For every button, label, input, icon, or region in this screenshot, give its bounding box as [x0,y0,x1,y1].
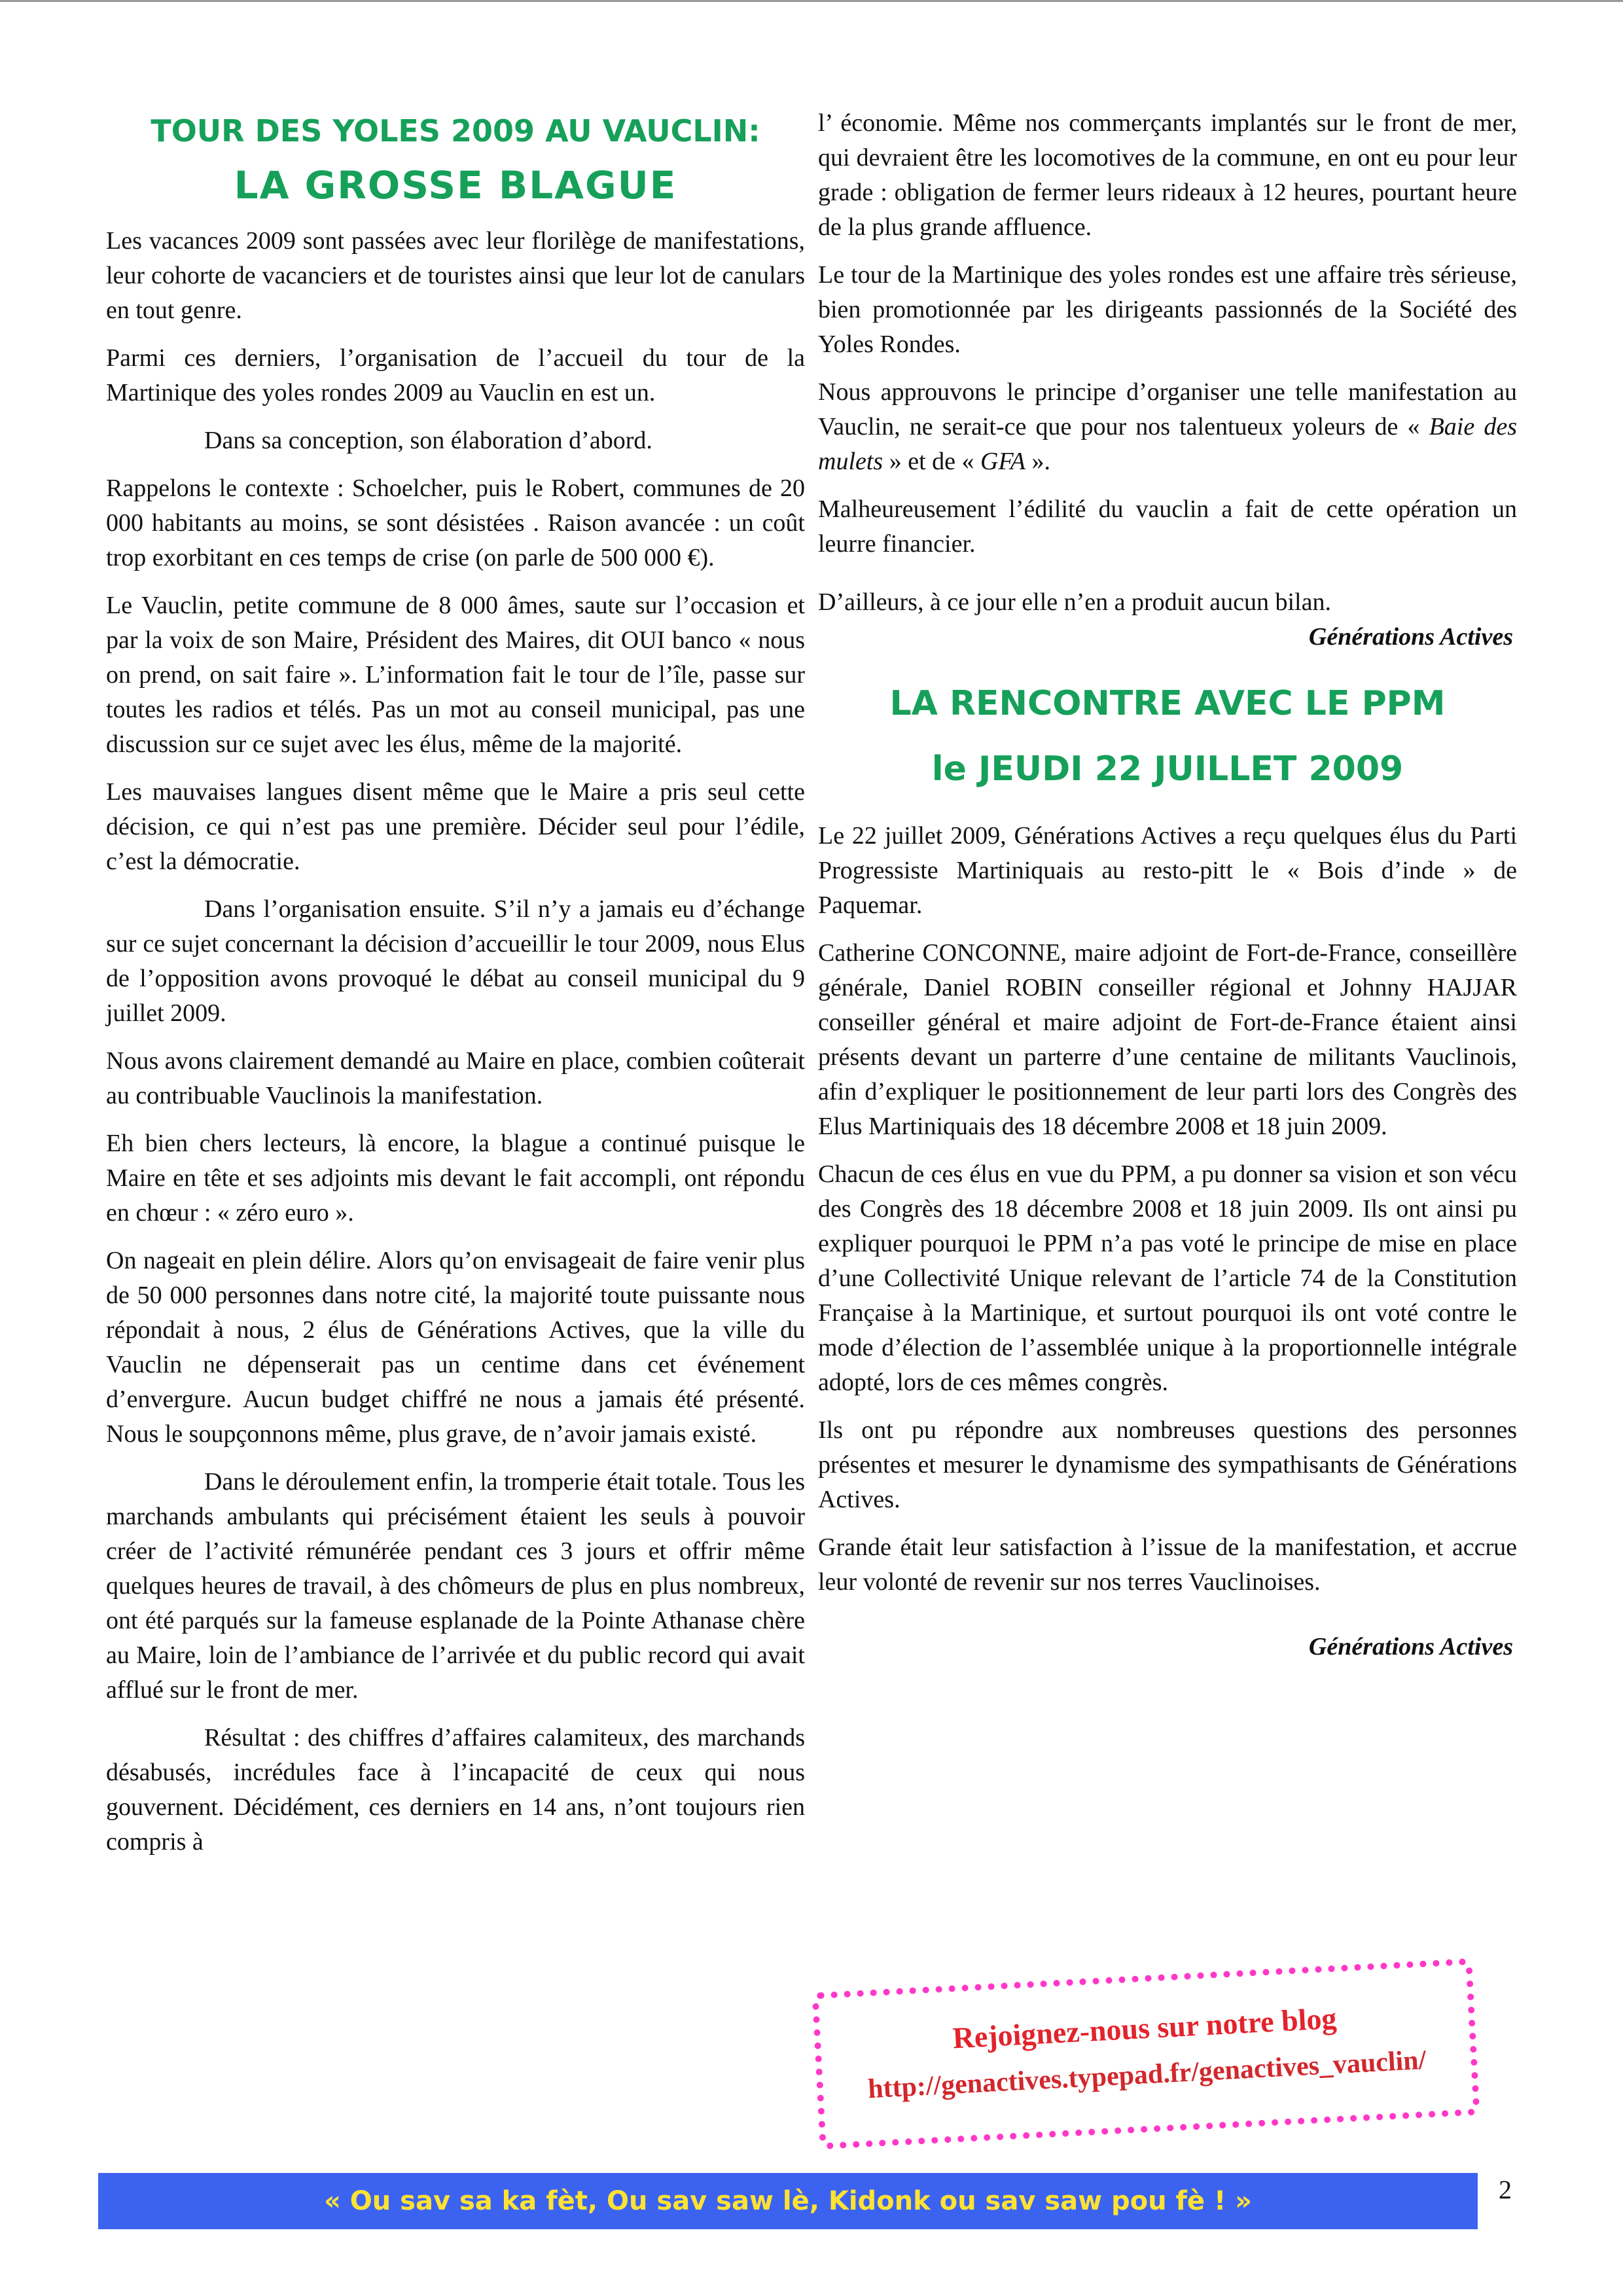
paragraph: Le 22 juillet 2009, Générations Actives a reçu quelques élus du Parti Progressiste Martiniquais au resto-pitt le « Bois d’inde » de Paquemar. [818,822,1517,919]
paragraph: Dans l’organisation ensuite. S’il n’y a jamais eu d’échange sur ce sujet concernant la décision d’accueillir le tour 2009, nous Elus de l’opposition avons provoqué le débat au conseil municipal du 9 juillet 2009. [106,895,805,1027]
article-title-line1: TOUR DES YOLES 2009 AU VAUCLIN: [151,113,760,149]
article-title-line2: le JEUDI 22 JUILLET 2009 [931,749,1404,789]
paragraph: Dans sa conception, son élaboration d’abord. [204,427,652,454]
paragraph: Les vacances 2009 sont passées avec leur florilège de manifestations, leur cohorte de vacanciers et de touristes ainsi que leur lot de canulars en tout genre. [106,227,805,324]
signature: Générations Actives [1308,1633,1513,1660]
paragraph: On nageait en plein délire. Alors qu’on envisageait de faire venir plus de 50 000 personnes dans notre cité, la majorité toute puissante nous répondait à nous, 2 élus de Générations Actives, que la ville du Vauclin ne dépenserait pas un centime dans cet événement d’envergure. Aucun budget chiffré ne nous a jamais été présenté. Nous le soupçonnons même, plus grave, de n’avoir jamais existé. [106,1247,805,1448]
paragraph: Malheureusement l’édilité du vauclin a fait de cette opération un leurre financier. [818,495,1517,558]
paragraph: Les mauvaises langues disent même que le Maire a pris seul cette décision, ce qui n’est pas une première. Décider seul pour l’édile, c’est la démocratie. [106,778,805,875]
team-name: GFA [980,448,1026,475]
paragraph: Résultat : des chiffres d’affaires calamiteux, des marchands désabusés, incrédules face à l’incapacité de ceux qui nous gouvernent. Décidément, ces derniers en 14 ans, n’ont toujours rien compris à [106,1724,805,1856]
left-column [106,110,805,1873]
team-name: Baie des mulets [818,413,1517,475]
signature: Générations Actives [1308,623,1513,651]
paragraph: Catherine CONCONNE, maire adjoint de Fort-de-France, conseillère générale, Daniel ROBIN conseiller régional et Johnny HAJJAR conseiller général et maire adjoint de Fort-de-France étaient ainsi présents devant un parterre d’une centaine de militants Vauclinois, afin d’expliquer le positionnement de leur parti lors des Congrès des Elus Martiniquais des 18 décembre 2008 et 18 juin 2009. [818,939,1517,1140]
paragraph: Dans le déroulement enfin, la tromperie était totale. Tous les marchands ambulants qui précisément étaient les seuls à pouvoir créer de l’activité rémunérée pendant ces 3 jours et offrir même quelques heures de travail, à des chômeurs de plus en plus nombreux, ont été parqués sur la fameuse esplanade de la Pointe Athanase chère au Maire, loin de l’ambiance de l’arrivée et du public record qui avait afflué sur le front de mer. [106,1468,805,1704]
paragraph-text: » et de « [883,448,981,475]
article-title-line2: LA GROSSE BLAGUE [234,163,677,207]
paragraph: Le tour de la Martinique des yoles rondes est une affaire très sérieuse, bien promotionnée par les dirigeants passionnés de la Société des Yoles Rondes. [818,261,1517,358]
paragraph: D’ailleurs, à ce jour elle n’en a produit aucun bilan. [818,588,1331,616]
blog-invite: Rejoignez-nous sur notre blog [952,2001,1338,2055]
page-number: 2 [1499,2175,1512,2204]
blog-callout [796,1964,1503,2147]
paragraph: Parmi ces derniers, l’organisation de l’accueil du tour de la Martinique des yoles rondes 2009 au Vauclin en est un. [106,344,805,406]
footer-banner [98,2173,1478,2229]
article-title-line1: LA RENCONTRE AVEC LE PPM [889,684,1446,723]
paragraph: Ils ont pu répondre aux nombreuses questions des personnes présentes et mesurer le dynamisme des sympathisants de Générations Actives. [818,1416,1517,1513]
paragraph: Rappelons le contexte : Schoelcher, puis le Robert, communes de 20 000 habitants au moins, se sont désistées . Raison avancée : un coût trop exorbitant en ces temps de crise (on parle de 500 000 €). [106,475,805,571]
right-column [818,106,1517,1664]
paragraph: Eh bien chers lecteurs, là encore, la blague a continué puisque le Maire en tête et ses adjoints mis devant le fait accompli, ont répondu en chœur : « zéro euro ». [106,1130,805,1227]
paragraph-text: Nous approuvons le principe d’organiser une telle manifestation au Vauclin, ne serait-ce que pour nos talentueux yoleurs de « [818,378,1517,440]
top-rule [0,0,1623,2]
paragraph: Le Vauclin, petite commune de 8 000 âmes, saute sur l’occasion et par la voix de son Maire, Président des Maires, dit OUI banco « nous on prend, on sait faire ». L’information fait le tour de l’île, passe sur toutes les radios et télés. Pas un mot au conseil municipal, pas une discussion sur ce sujet avec les élus, même de la majorité. [106,592,805,758]
blog-url-link[interactable]: http://genactives.typepad.fr/genactives_vauclin/ [867,2045,1427,2105]
paragraph-text: ». [1025,448,1050,475]
footer-slogan: « Ou sav sa ka fèt, Ou sav saw lè, Kidonk ou sav saw pou fè ! » [323,2186,1252,2216]
blog-callout-frame [812,1958,1480,2150]
paragraph: Chacun de ces élus en vue du PPM, a pu donner sa vision et son vécu des Congrès des 18 décembre 2008 et 18 juin 2009. Ils ont ainsi pu expliquer pourquoi le PPM n’a pas voté le principe de mise en place d’une Collectivité Unique relevant de l’article 74 de la Constitution Française à la Martinique, et surtout pourquoi ils ont voté contre le mode d’élection de l’assemblée unique à la proportionnelle intégrale adopté, lors de ces mêmes congrès. [818,1160,1517,1396]
paragraph [818,375,1517,479]
paragraph: Grande était leur satisfaction à l’issue de la manifestation, et accrue leur volonté de revenir sur nos terres Vauclinoises. [818,1534,1517,1596]
paragraph: l’ économie. Même nos commerçants implantés sur le front de mer, qui devraient être les locomotives de la commune, en ont eu pour leur grade : obligation de fermer leurs rideaux à 12 heures, pourtant heure de la plus grande affluence. [818,109,1517,241]
paragraph: Nous avons clairement demandé au Maire en place, combien coûterait au contribuable Vauclinois la manifestation. [106,1047,805,1109]
